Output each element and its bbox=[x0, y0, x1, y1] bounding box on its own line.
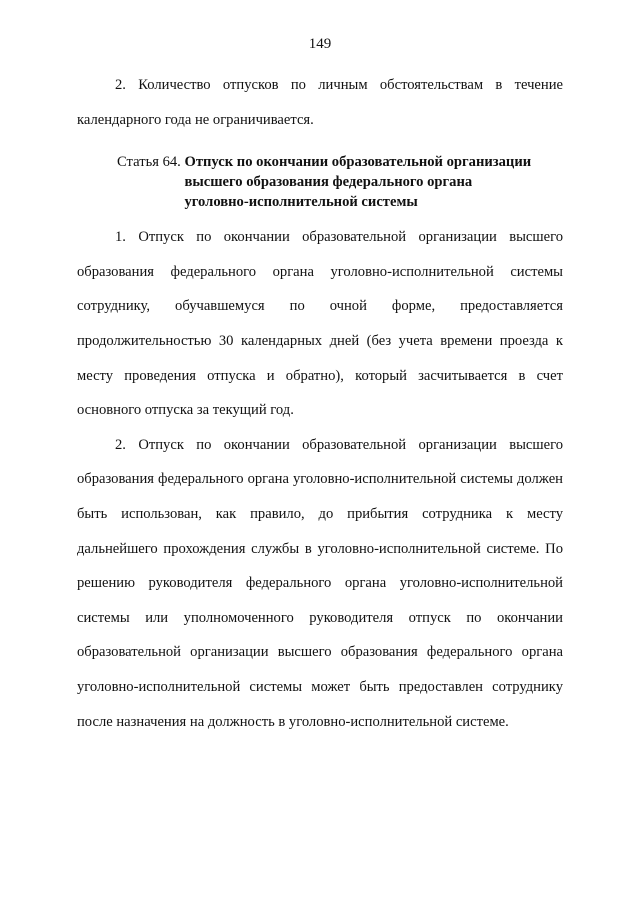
paragraph-leave-count: 2. Количество отпусков по личным обстоятельствам в течение календарного года не ограничивается. bbox=[77, 77, 563, 128]
article-number: Статья 64. bbox=[117, 154, 185, 171]
page-number: 149 bbox=[308, 36, 332, 52]
paragraph-article-part-1: 1. Отпуск по окончании образовательной организации высшего образования федерального органа уголовно-исполнительной системы сотруднику, обучавшемуся по очной форме, предоставляется продолжительностью 30 календарных дней (без учета времени проезда к месту проведения отпуска и обратно), который засчитывается в счет основного отпуска за текущий год. bbox=[77, 229, 563, 419]
article-title-line: уголовно-исполнительной системы bbox=[184, 194, 418, 211]
article-title-line: высшего образования федерального органа bbox=[184, 174, 473, 191]
document-body bbox=[77, 68, 563, 739]
article-heading bbox=[77, 152, 563, 212]
article-title bbox=[184, 152, 563, 212]
article-title-line: Отпуск по окончании образовательной организации bbox=[184, 154, 532, 171]
paragraph-article-part-2: 2. Отпуск по окончании образовательной организации высшего образования федерального органа уголовно-исполнительной системы должен быть использован, как правило, до прибытия сотрудника к месту дальнейшего прохождения службы в уголовно-исполнительной системе. По решению руководителя федерального органа уголовно-исполнительной системы или уполномоченного руководителя отпуск по окончании образовательной организации высшего образования федерального органа уголовно-исполнительной системы может быть предоставлен сотруднику после назначения на должность в уголовно-исполнительной системе. bbox=[77, 436, 563, 730]
